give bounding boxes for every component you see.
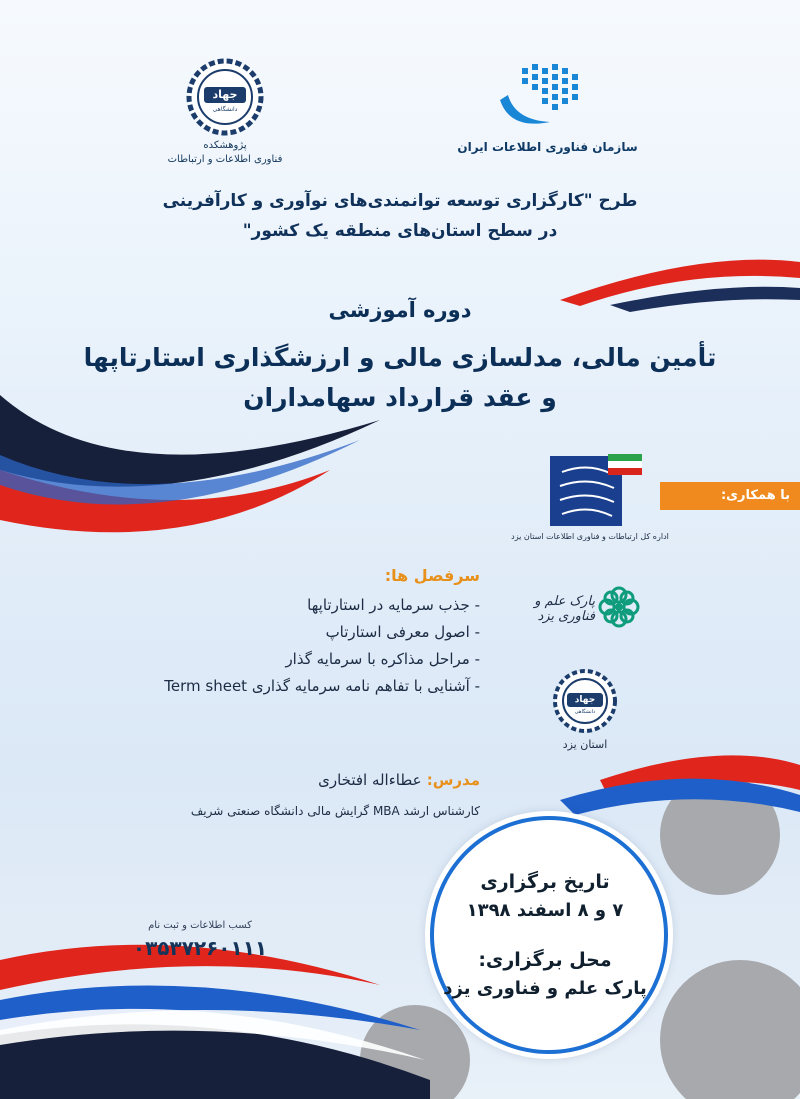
event-date-label: تاریخ برگزاری (480, 871, 610, 893)
ministry-emblem-icon (548, 452, 644, 528)
topics-title: سرفصل ها: (384, 566, 480, 585)
instructor-line (120, 770, 480, 789)
flower-icon (596, 584, 642, 630)
ministry-logo (548, 452, 644, 528)
jahad-research-logo (186, 58, 264, 136)
park-name: پارک علم و فناوری یزد (534, 594, 595, 624)
jahad-province-word: جهاد (574, 695, 596, 705)
ito-logo (490, 60, 600, 130)
topic-item: - اصول معرفی استارتاپ (325, 623, 480, 641)
ito-name: سازمان فناوری اطلاعات ایران (457, 140, 638, 154)
jahad-province-caption: استان یزد (562, 738, 608, 751)
project-line-2: در سطح استان‌های منطقه یک کشور" (242, 221, 558, 241)
jahad-province-logo (552, 668, 618, 734)
topic-item: - مراحل مذاکره با سرمایه گذار (285, 650, 480, 668)
park-logo (596, 584, 642, 630)
event-info-circle (430, 816, 668, 1054)
event-place-label: محل برگزاری: (478, 949, 612, 971)
jahad-subword: دانشگاهی (212, 106, 238, 113)
topic-item: - آشنایی با تفاهم نامه سرمایه گذاری Term sheet (164, 677, 480, 695)
instructor-label: مدرس: (426, 771, 480, 789)
ito-dots-icon (490, 60, 600, 130)
jahad-province-subword: دانشگاهی (574, 709, 596, 715)
course-title-1: تأمین مالی، مدلسازی مالی و ارزشگذاری استارتاپها (83, 343, 717, 372)
jahad-word: جهاد (212, 88, 238, 101)
jahad-caption-2: فناوری اطلاعات و ارتباطات (167, 154, 283, 165)
topics-list (40, 592, 480, 700)
instructor-name: عطاءاله افتخاری (318, 771, 422, 789)
project-line-1: طرح "کارگزاری توسعه توانمندی‌های نوآوری و کارآفرینی (162, 191, 638, 211)
topic-item: - جذب سرمایه در استارتاپها (307, 596, 480, 614)
jahad-caption-1: پژوهشکده (203, 140, 247, 151)
collaboration-label: با همکاری: (660, 482, 800, 510)
course-label: دوره آموزشی (328, 298, 472, 322)
course-title-2: و عقد قرارداد سهامداران (243, 383, 557, 412)
event-date-value: ۷ و ۸ اسفند ۱۳۹۸ (466, 900, 624, 921)
contact-phone: ۰۳۵۳۷۲۶۰۱۱۱ (132, 936, 268, 960)
contact-label: کسب اطلاعات و ثبت نام (148, 920, 252, 931)
ministry-caption: اداره کل ارتباطات و فناوری اطلاعات استان یزد (511, 532, 669, 541)
event-place-value: پارک علم و فناوری یزد (443, 978, 647, 999)
instructor-description: کارشناس ارشد MBA گرایش مالی دانشگاه صنعتی شریف (190, 804, 480, 818)
